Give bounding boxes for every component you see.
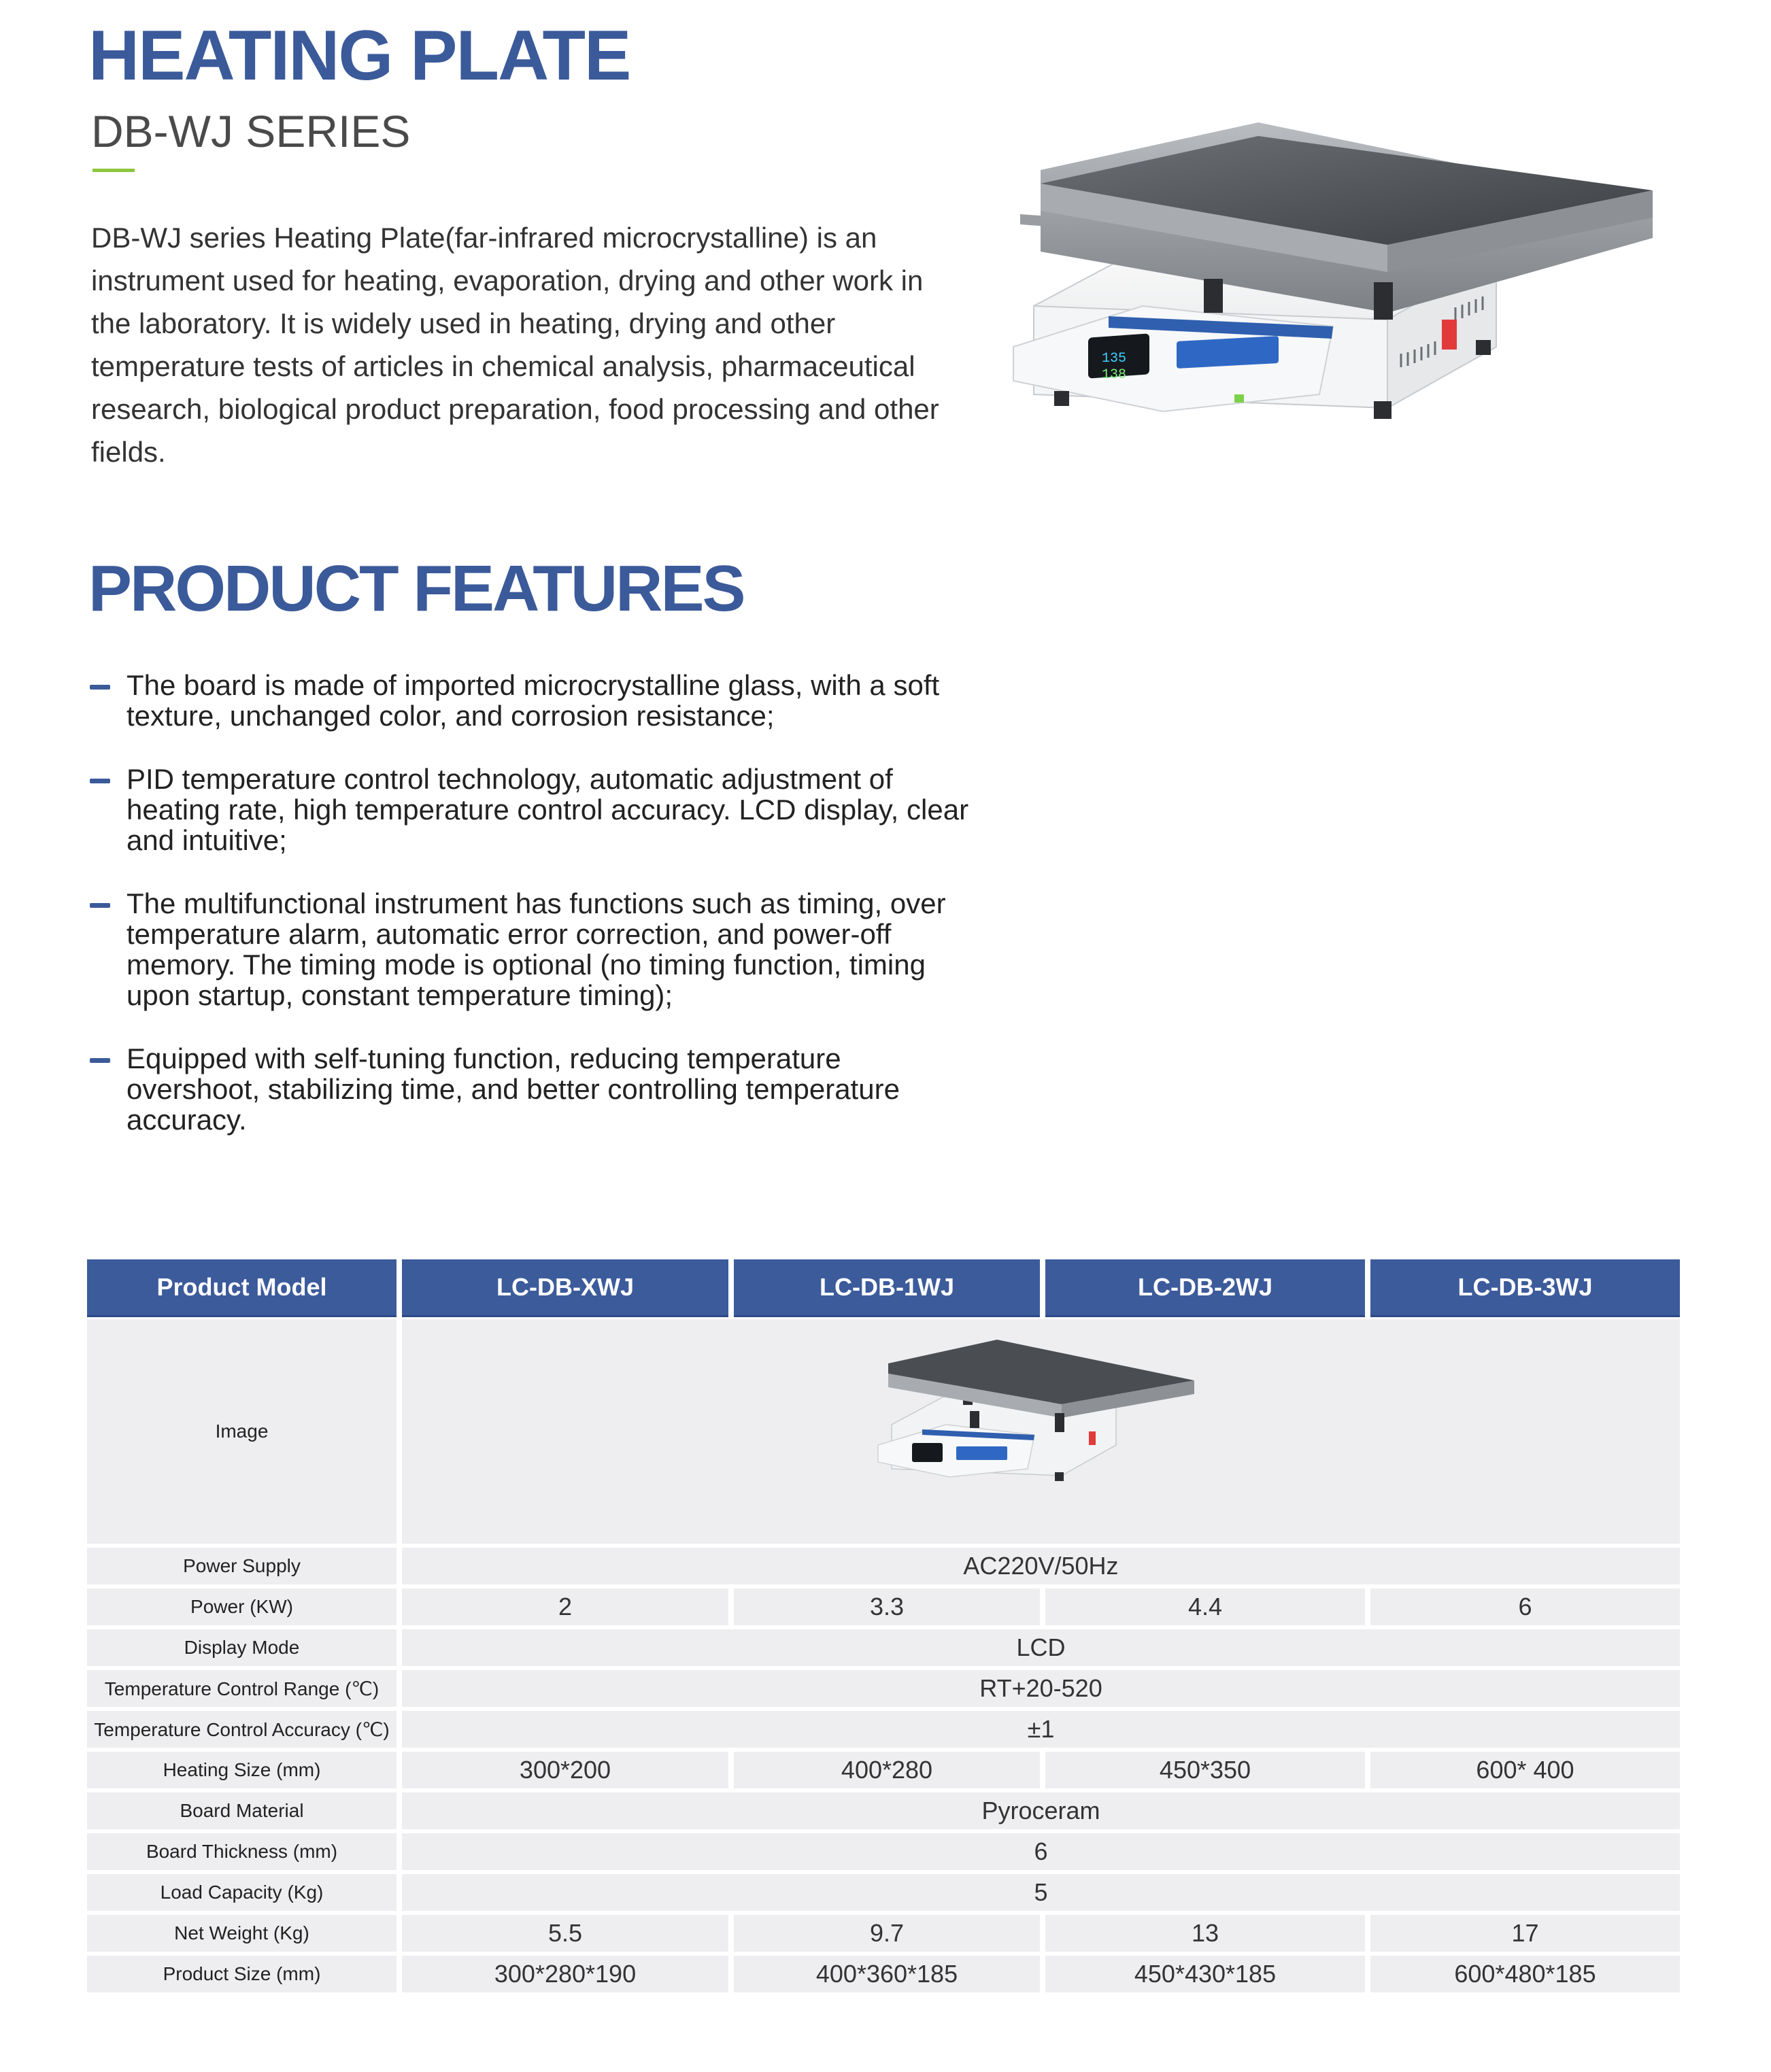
page-title: HEATING PLATE (88, 16, 630, 95)
cell-value: 6 (1370, 1589, 1680, 1625)
cell-value: 300*280*190 (402, 1956, 728, 1992)
table-row (87, 1711, 1680, 1748)
table-row (87, 1589, 1680, 1625)
table-row (87, 1793, 1680, 1829)
feature-item (88, 1043, 973, 1135)
row-label: Power Supply (87, 1548, 397, 1584)
cell-value: 450*430*185 (1045, 1956, 1365, 1992)
feature-item (88, 670, 973, 731)
row-label: Temperature Control Accuracy (℃) (87, 1711, 397, 1748)
cell-value: 5 (402, 1874, 1680, 1911)
table-row (87, 1915, 1680, 1952)
row-label: Load Capacity (Kg) (87, 1874, 397, 1911)
cell-value: 4.4 (1045, 1589, 1365, 1625)
features-title: PRODUCT FEATURES (88, 552, 744, 625)
cell-value: AC220V/50Hz (402, 1548, 1680, 1584)
header-model: LC-DB-1WJ (734, 1259, 1040, 1315)
cell-value: 3.3 (734, 1589, 1040, 1625)
cell-value: Pyroceram (402, 1793, 1680, 1829)
row-label: Net Weight (Kg) (87, 1915, 397, 1952)
cell-value: 450*350 (1045, 1752, 1365, 1788)
cell-value: 17 (1370, 1915, 1680, 1952)
row-label: Image (87, 1319, 397, 1544)
features-list (88, 670, 973, 1168)
cell-value: 6 (402, 1833, 1680, 1870)
cell-value: 600* 400 (1370, 1752, 1680, 1788)
header-model: LC-DB-2WJ (1045, 1259, 1365, 1315)
cell-value: 13 (1045, 1915, 1365, 1952)
feature-text: The multifunctional instrument has functions such as timing, over temperature alarm, automatic error correction, and power-off memory. The timing mode is optional (no timing function, timing upon startup, constant temperature timing); (126, 887, 946, 1011)
page-subtitle: DB-WJ SERIES (91, 106, 411, 156)
cell-value: 400*360*185 (734, 1956, 1040, 1992)
cell-value: 2 (402, 1589, 728, 1625)
table-row (87, 1629, 1680, 1666)
feature-text: PID temperature control technology, automatic adjustment of heating rate, high temperature control accuracy. LCD display, clear and intuitive; (126, 763, 969, 856)
header-model: LC-DB-3WJ (1370, 1259, 1680, 1315)
heating-plate-product-image (1007, 122, 1687, 517)
table-header-row (87, 1259, 1680, 1315)
cell-value: LCD (402, 1629, 1680, 1666)
table-row (87, 1548, 1680, 1584)
product-image-cell (402, 1319, 1680, 1544)
accent-underline (92, 169, 135, 172)
cell-value: 300*200 (402, 1752, 728, 1788)
feature-item (88, 764, 973, 855)
feature-item (88, 888, 973, 1010)
row-label: Temperature Control Range (℃) (87, 1670, 397, 1707)
cell-value: 400*280 (734, 1752, 1040, 1788)
feature-text: The board is made of imported microcrystalline glass, with a soft texture, unchanged color, and corrosion resistance; (126, 669, 940, 732)
cell-value: ±1 (402, 1711, 1680, 1748)
bullet-dash-icon (90, 685, 110, 690)
header-product-model: Product Model (87, 1259, 397, 1315)
hero-display-bottom: 138 (1102, 367, 1127, 383)
table-row (87, 1670, 1680, 1707)
row-label: Heating Size (mm) (87, 1752, 397, 1788)
cell-value: 9.7 (734, 1915, 1040, 1952)
cell-value: 5.5 (402, 1915, 728, 1952)
bullet-dash-icon (90, 779, 110, 783)
table-row (87, 1874, 1680, 1911)
heating-plate-product-image (871, 1333, 1211, 1530)
row-label: Board Material (87, 1793, 397, 1829)
header-model: LC-DB-XWJ (402, 1259, 728, 1315)
row-label: Product Size (mm) (87, 1956, 397, 1992)
feature-text: Equipped with self-tuning function, reducing temperature overshoot, stabilizing time, and better controlling temperature accuracy. (126, 1042, 900, 1136)
table-row (87, 1752, 1680, 1788)
row-label: Board Thickness (mm) (87, 1833, 397, 1870)
row-label: Power (KW) (87, 1589, 397, 1625)
table-row (87, 1833, 1680, 1870)
table-row (87, 1956, 1680, 1992)
bullet-dash-icon (90, 903, 110, 908)
cell-value: RT+20-520 (402, 1670, 1680, 1707)
cell-value: 600*480*185 (1370, 1956, 1680, 1992)
bullet-dash-icon (90, 1058, 110, 1063)
spec-table (82, 1255, 1685, 1997)
hero-display-top: 135 (1102, 351, 1127, 367)
table-row (87, 1319, 1680, 1544)
row-label: Display Mode (87, 1629, 397, 1666)
intro-paragraph: DB-WJ series Heating Plate(far-infrared microcrystalline) is an instrument used for heating, evaporation, drying and other work in the laboratory. It is widely used in heating, drying and other temperature tests of articles in chemical analysis, pharmaceutical research, biological product preparation, food processing and other fields. (91, 222, 939, 468)
